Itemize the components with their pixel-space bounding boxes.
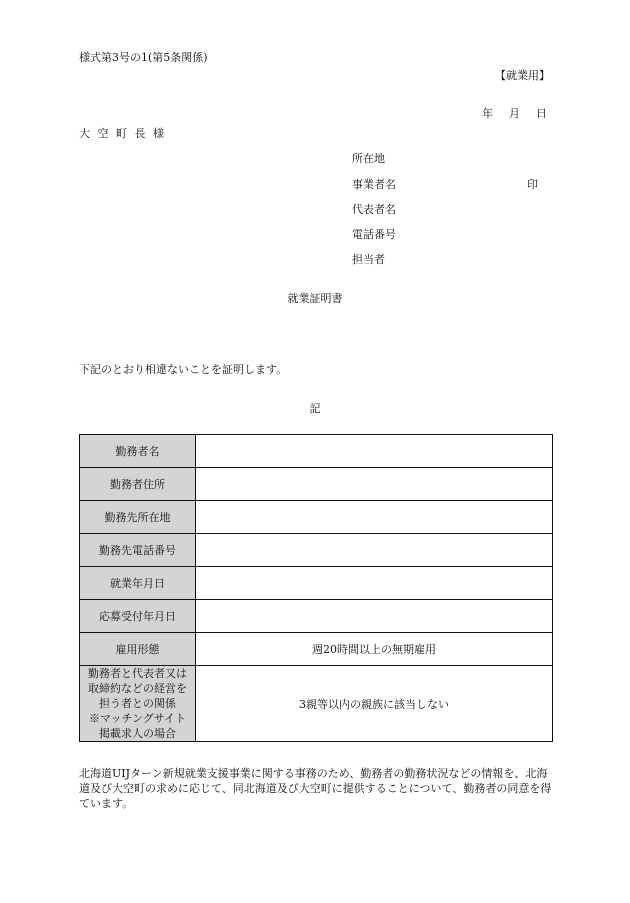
relation-row	[80, 666, 553, 742]
table-row	[80, 501, 553, 534]
staff-label: 担当者	[352, 253, 385, 266]
seal-mark: 印	[527, 178, 538, 191]
row-label: 就業年月日	[80, 567, 196, 600]
table-row	[80, 567, 553, 600]
relation-label-line: 勤務者と代表者又は	[88, 667, 187, 680]
phone-label: 電話番号	[352, 228, 396, 241]
row-label: 勤務者住所	[80, 468, 196, 501]
row-value-field[interactable]	[196, 501, 553, 534]
relation-label-line: 担う者との関係	[99, 697, 176, 710]
date-day-label: 日	[536, 107, 547, 120]
relation-label-line: ※マッチングサイト	[88, 712, 187, 725]
table-row	[80, 633, 553, 666]
row-label: 勤務先電話番号	[80, 534, 196, 567]
row-value: 週20時間以上の無期雇用	[196, 633, 553, 666]
intro-text: 下記のとおり相違ないことを証明します。	[79, 363, 288, 376]
row-value-field[interactable]	[196, 600, 553, 633]
date-year-label: 年	[482, 107, 493, 120]
usage-tag: 【就業用】	[495, 69, 550, 82]
addressee: 大 空 町 長 様	[79, 127, 166, 140]
certificate-table	[79, 434, 553, 742]
address-label: 所在地	[352, 152, 385, 165]
row-label: 応募受付年月日	[80, 600, 196, 633]
row-value-field[interactable]	[196, 435, 553, 468]
table-row	[80, 534, 553, 567]
row-label: 雇用形態	[80, 633, 196, 666]
table-row	[80, 435, 553, 468]
relation-label-line: 掲載求人の場合	[99, 727, 176, 740]
representative-label: 代表者名	[352, 203, 396, 216]
form-number: 様式第3号の1(第5条関係)	[79, 51, 208, 64]
relation-value: 3親等以内の親族に該当しない	[196, 666, 553, 742]
document-title: 就業証明書	[287, 292, 343, 305]
row-value-field[interactable]	[196, 567, 553, 600]
relation-label-line: 取締約などの経営を	[88, 682, 187, 695]
date-month-label: 月	[509, 107, 520, 120]
row-value-field[interactable]	[196, 468, 553, 501]
table-row	[80, 468, 553, 501]
row-label: 勤務先所在地	[80, 501, 196, 534]
relation-label	[80, 666, 196, 742]
record-heading: 記	[309, 402, 321, 415]
row-value-field[interactable]	[196, 534, 553, 567]
date-line	[482, 105, 547, 121]
consent-note: 北海道UIJターン新規就業支援事業に関する事務のため、勤務者の勤務状況などの情報を、北海道及び大空町の求めに応じて、同北海道及び大空町に提供することについて、勤務者の同意を得ています。	[79, 767, 552, 810]
row-label: 勤務者名	[80, 435, 196, 468]
business-name-label: 事業者名	[352, 178, 396, 191]
table-row	[80, 600, 553, 633]
